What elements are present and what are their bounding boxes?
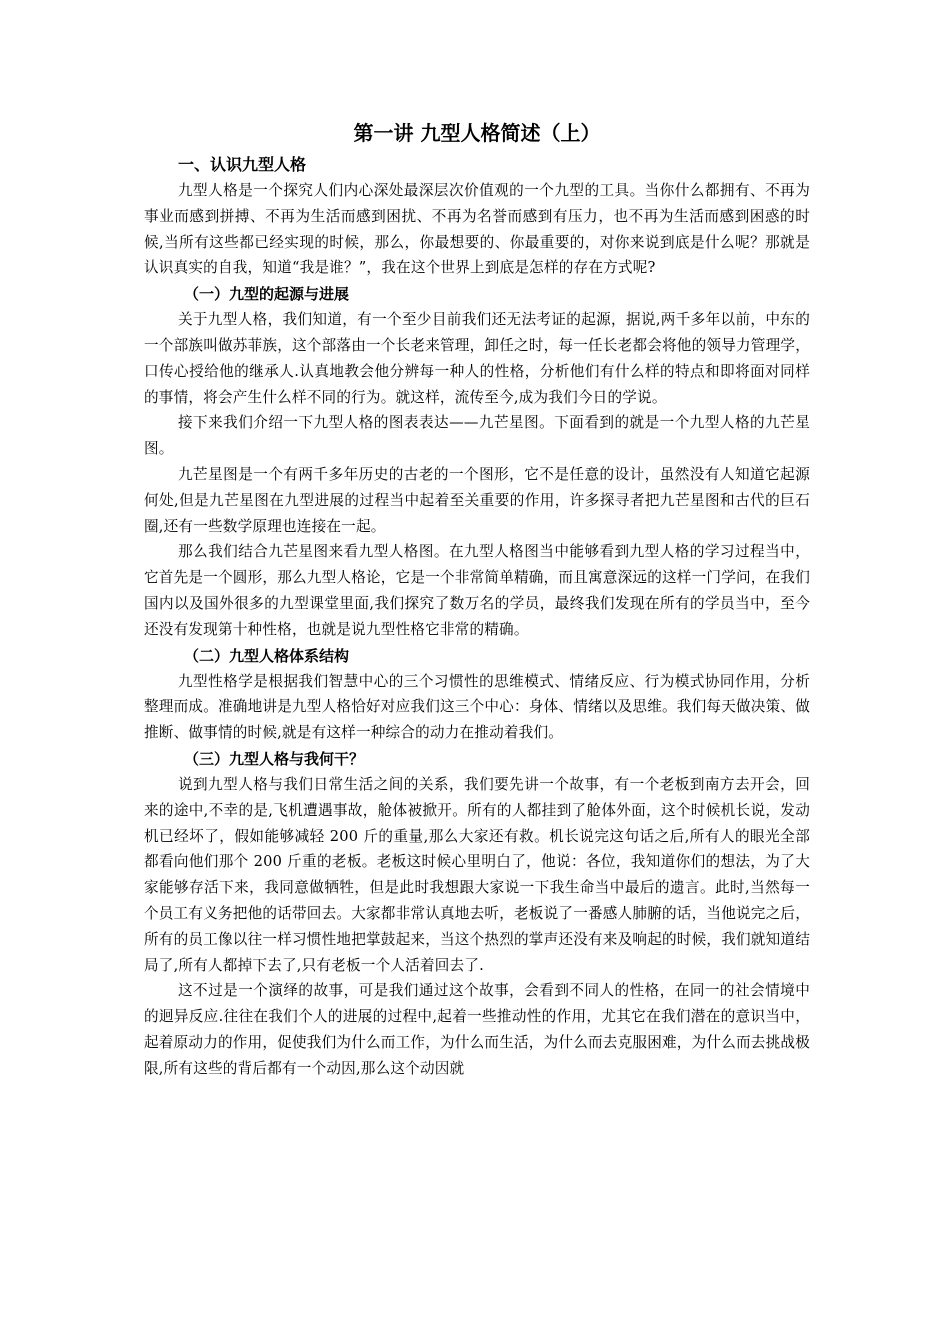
paragraph-origin-4: 那么我们结合九芒星图来看九型人格图。在九型人格图当中能够看到九型人格的学习过程当中，它首先是一个圆形，那么九型人格论，它是一个非常简单精确，而且寓意深远的这样一门学问，在我们国内以及国外很多的九型课堂里面,我们探究了数万名的学员，最终我们发现在所有的学员当中，至今还没有发现第十种性格，也就是说九型性格它非常的精确。 — [144, 543, 810, 638]
paragraph-relevance-2: 这不过是一个演绎的故事，可是我们通过这个故事，会看到不同人的性格，在同一的社会情境中的迥异反应.往往在我们个人的进展的过程中,起着一些推动性的作用，尤其它在我们潜在的意识当中，起着原动力的作用，促使我们为什么而工作，为什么而生活，为什么而去克服困难，为什么而去挑战极限,所有这些的背后都有一个动因,那么这个动因就 — [144, 982, 810, 1077]
paragraph-origin-3: 九芒星图是一个有两千多年历史的古老的一个图形，它不是任意的设计，虽然没有人知道它起源何处,但是九芒星图在九型进展的过程当中起着至关重要的作用，许多探寻者把九芒星图和古代的巨石圈,还有一些数学原理也连接在一起。 — [144, 465, 810, 535]
paragraph-structure-1: 九型性格学是根据我们智慧中心的三个习惯性的思维模式、情绪反应、行为模式协同作用，分析整理而成。准确地讲是九型人格恰好对应我们这三个中心：身体、情绪以及思维。我们每天做决策、做推断、做事情的时候,就是有这样一种综合的动力在推动着我们。 — [144, 672, 810, 742]
subsection-heading-structure: （二）九型人格体系结构 — [184, 646, 350, 665]
paragraph-intro: 九型人格是一个探究人们内心深处最深层次价值观的一个九型的工具。当你什么都拥有、不再为事业而感到拼搏、不再为生活而感到困扰、不再为名誉而感到有压力，也不再为生活而感到困惑的时候,当所有这些都已经实现的时候，那么，你最想要的、你最重要的，对你来说到底是什么呢？那就是认识真实的自我，知道“我是谁？”，我在这个世界上到底是怎样的存在方式呢? — [144, 182, 810, 277]
paragraph-origin-1: 关于九型人格，我们知道，有一个至少目前我们还无法考证的起源，据说,两千多年以前，中东的一个部族叫做苏菲族，这个部落由一个长老来管理，卸任之时，每一任长老都会将他的领导力管理学，口传心授给他的继承人.认真地教会他分辨每一种人的性格，分析他们有什么样的特点和即将面对同样的事情，将会产生什么样不同的行为。就这样，流传至今,成为我们今日的学说。 — [144, 311, 810, 406]
subsection-heading-relevance: （三）九型人格与我何干？ — [184, 749, 365, 768]
subsection-heading-origin: （一）九型的起源与进展 — [184, 285, 350, 304]
section-heading-1: 一、认识九型人格 — [178, 155, 307, 174]
document-page — [144, 118, 810, 1082]
paragraph-relevance-1: 说到九型人格与我们日常生活之间的关系，我们要先讲一个故事，有一个老板到南方去开会，回来的途中,不幸的是,飞机遭遇事故，舱体被掀开。所有的人都挂到了舱体外面，这个时候机长说，发动机已经坏了，假如能够减轻 200 斤的重量,那么大家还有救。机长说完这句话之后,所有人的眼光全部都看向他们那个 200 斤重的老板。老板这时候心里明白了，他说：各位，我知道你们的想法，为了大家能够存活下来，我同意做牺牲，但是此时我想跟大家说一下我生命当中最后的遗言。此时,当然每一个员工有义务把他的话带回去。大家都非常认真地去听，老板说了一番感人肺腑的话，当他说完之后，所有的员工像以往一样习惯性地把掌鼓起来，当这个热烈的掌声还没有来及响起的时候，我们就知道结局了,所有人都掉下去了,只有老板一个人活着回去了. — [144, 775, 810, 974]
paragraph-origin-2: 接下来我们介绍一下九型人格的图表表达——九芒星图。下面看到的就是一个九型人格的九芒星图。 — [144, 414, 810, 458]
page-title: 第一讲 九型人格简述（上） — [353, 121, 601, 145]
